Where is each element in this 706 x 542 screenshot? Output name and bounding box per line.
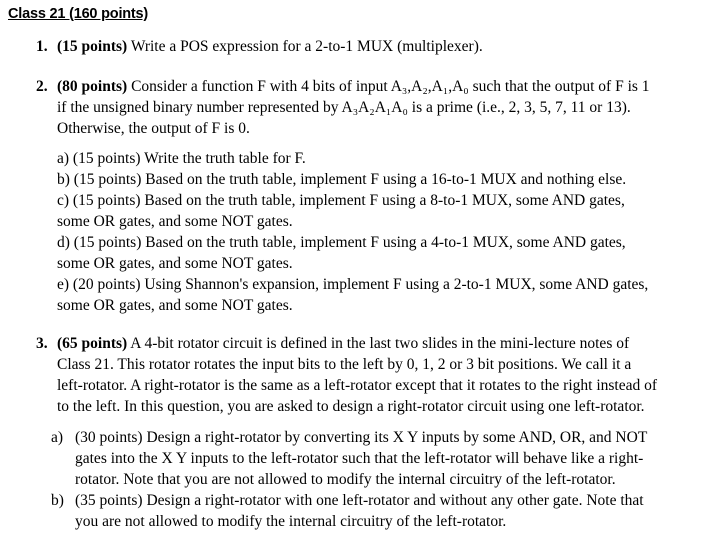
subpart-letter: b)	[51, 492, 64, 509]
subpart-letter: a)	[51, 429, 64, 446]
question-points: (80 points)	[57, 78, 128, 95]
question-1	[36, 36, 686, 57]
subpart-line: (30 points) Design a right-rotator by converting its X Y inputs by some AND, OR, and NOT	[75, 429, 648, 446]
subpart-line: (35 points) Design a right-rotator with one left-rotator and without any other gate. Note that	[75, 492, 644, 509]
subpart-line: some OR gates, and some NOT gates.	[57, 213, 293, 230]
subpart-line: you are not allowed to modify the internal circuitry of the left-rotator.	[75, 513, 507, 530]
question-text-line: Class 21. This rotator rotates the input bits to the left by 0, 1, 2 or 3 bit positions. We call it a	[57, 356, 632, 373]
question-number: 2.	[36, 78, 48, 95]
question-text-line: left-rotator. A right-rotator is the same as a left-rotator except that it rotates to the right instead of	[57, 377, 658, 394]
question-3-subparts	[36, 427, 686, 532]
subpart-line: b) (15 points) Based on the truth table, implement F using a 16-to-1 MUX and nothing else.	[57, 171, 627, 188]
subpart-a	[51, 427, 686, 490]
question-points: (65 points)	[57, 335, 128, 352]
subpart-b	[51, 490, 686, 532]
question-text-line: if the unsigned binary number represented by A₃A₂A₁A₀ is a prime (i.e., 2, 3, 5, 7, 11 or 13).	[57, 99, 631, 116]
question-text: Write a POS expression for a 2-to-1 MUX (multiplexer).	[130, 38, 483, 55]
page-title: Class 21 (160 points)	[8, 6, 149, 22]
subpart-line: e) (20 points) Using Shannon's expansion, implement F using a 2-to-1 MUX, some AND gates,	[57, 276, 649, 293]
subpart-line: some OR gates, and some NOT gates.	[57, 297, 293, 314]
question-number: 3.	[36, 335, 48, 352]
question-text-line: Consider a function F with 4 bits of input A₃,A₂,A₁,A₀ such that the output of F is 1	[131, 78, 650, 95]
subpart-line: d) (15 points) Based on the truth table, implement F using a 4-to-1 MUX, some AND gates,	[57, 234, 626, 251]
question-text-line: to the left. In this question, you are asked to design a right-rotator circuit using one left-rotator.	[57, 398, 645, 415]
question-text-line: A 4-bit rotator circuit is defined in the last two slides in the mini-lecture notes of	[130, 335, 630, 352]
subpart-line: gates into the X Y inputs to the left-rotator such that the left-rotator will behave like a right-	[75, 450, 644, 467]
question-number: 1.	[36, 38, 48, 55]
subpart-line: a) (15 points) Write the truth table for F.	[57, 150, 306, 167]
question-2	[36, 76, 686, 139]
subpart-line: some OR gates, and some NOT gates.	[57, 255, 293, 272]
question-points: (15 points)	[57, 38, 128, 55]
subpart-line: rotator. Note that you are not allowed to modify the internal circuitry of the left-rotator.	[75, 471, 616, 488]
question-3	[36, 333, 686, 417]
question-text-line: Otherwise, the output of F is 0.	[57, 120, 250, 137]
question-2-subparts	[36, 148, 686, 316]
subpart-line: c) (15 points) Based on the truth table, implement F using a 8-to-1 MUX, some AND gates,	[57, 192, 625, 209]
